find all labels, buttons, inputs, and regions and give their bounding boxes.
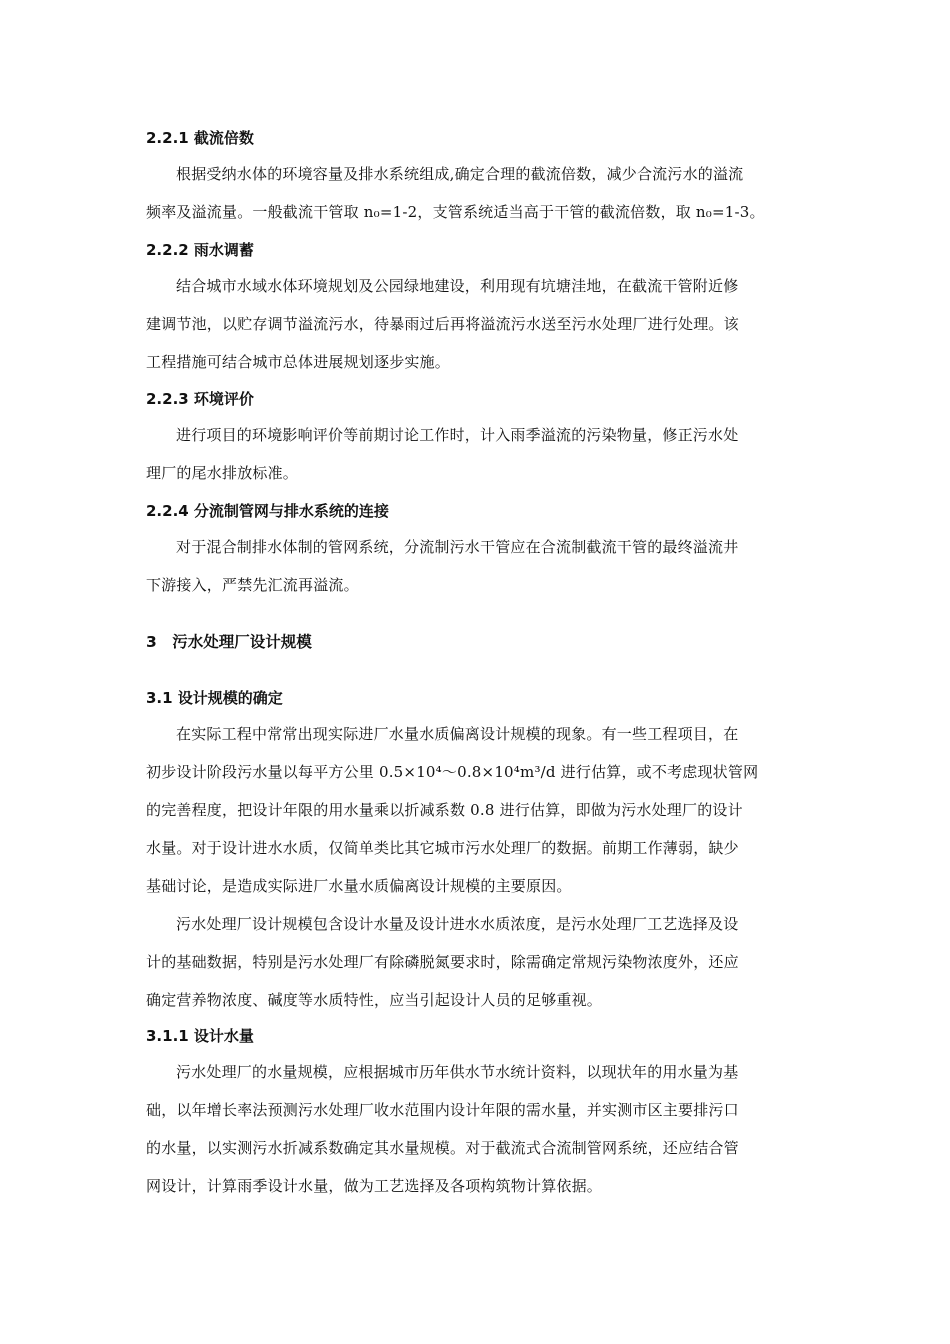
text-line: 污水处理厂的水量规模，应根据城市历年供水节水统计资料，以现状年的用水量为基 [176, 1063, 739, 1081]
heading-2-2-4: 2.2.4 分流制管网与排水系统的连接 [146, 502, 389, 520]
text-line: 频率及溢流量。一般截流干管取 n₀=1-2，支管系统适当高于干管的截流倍数，取 n₀=1-3。 [146, 203, 765, 221]
text-line: 对于混合制排水体制的管网系统，分流制污水干管应在合流制截流干管的最终溢流井 [176, 538, 739, 556]
heading-2-2-2: 2.2.2 雨水调蓄 [146, 241, 254, 259]
text-line: 网设计，计算雨季设计水量，做为工艺选择及各项构筑物计算依据。 [146, 1177, 603, 1195]
text-line: 根据受纳水体的环境容量及排水系统组成,确定合理的截流倍数，减少合流污水的溢流 [176, 165, 744, 183]
paragraph-3-1-1 [146, 1053, 806, 1205]
paragraph-2-2-1 [146, 155, 806, 231]
paragraph-3-1-b [146, 905, 806, 1019]
text-line: 的水量，以实测污水折减系数确定其水量规模。对于截流式合流制管网系统，还应结合管 [146, 1139, 739, 1157]
text-line: 在实际工程中常常出现实际进厂水量水质偏离设计规模的现象。有一些工程项目，在 [176, 725, 739, 743]
heading-3-1: 3.1 设计规模的确定 [146, 689, 283, 707]
text-line: 确定营养物浓度、碱度等水质特性，应当引起设计人员的足够重视。 [146, 991, 603, 1009]
paragraph-2-2-3 [146, 416, 806, 492]
text-line: 水量。对于设计进水水质，仅简单类比其它城市污水处理厂的数据。前期工作薄弱，缺少 [146, 839, 739, 857]
paragraph-2-2-4 [146, 528, 806, 604]
heading-3: 3 污水处理厂设计规模 [146, 633, 312, 651]
heading-2-2-1: 2.2.1 截流倍数 [146, 129, 254, 147]
text-line: 下游接入，严禁先汇流再溢流。 [146, 576, 359, 594]
text-line: 建调节池，以贮存调节溢流污水，待暴雨过后再将溢流污水送至污水处理厂进行处理。该 [146, 315, 739, 333]
text-line: 工程措施可结合城市总体进展规划逐步实施。 [146, 353, 451, 371]
heading-3-1-1: 3.1.1 设计水量 [146, 1027, 254, 1045]
paragraph-3-1-a [146, 715, 806, 905]
paragraph-2-2-2 [146, 267, 806, 381]
text-line: 础，以年增长率法预测污水处理厂收水范围内设计年限的需水量，并实测市区主要排污口 [146, 1101, 739, 1119]
text-line: 理厂的尾水排放标准。 [146, 464, 299, 482]
heading-2-2-3: 2.2.3 环境评价 [146, 390, 254, 408]
text-line: 的完善程度，把设计年限的用水量乘以折减系数 0.8 进行估算，即做为污水处理厂的设计 [146, 801, 743, 819]
text-line: 初步设计阶段污水量以每平方公里 0.5×10⁴～0.8×10⁴m³/d 进行估算，或不考虑现状管网 [146, 763, 759, 781]
text-line: 计的基础数据，特别是污水处理厂有除磷脱氮要求时，除需确定常规污染物浓度外，还应 [146, 953, 739, 971]
text-line: 结合城市水域水体环境规划及公园绿地建设，利用现有坑塘洼地，在截流干管附近修 [176, 277, 739, 295]
text-line: 污水处理厂设计规模包含设计水量及设计进水水质浓度，是污水处理厂工艺选择及设 [176, 915, 739, 933]
text-line: 基础讨论，是造成实际进厂水量水质偏离设计规模的主要原因。 [146, 877, 572, 895]
text-line: 进行项目的环境影响评价等前期讨论工作时，计入雨季溢流的污染物量，修正污水处 [176, 426, 739, 444]
